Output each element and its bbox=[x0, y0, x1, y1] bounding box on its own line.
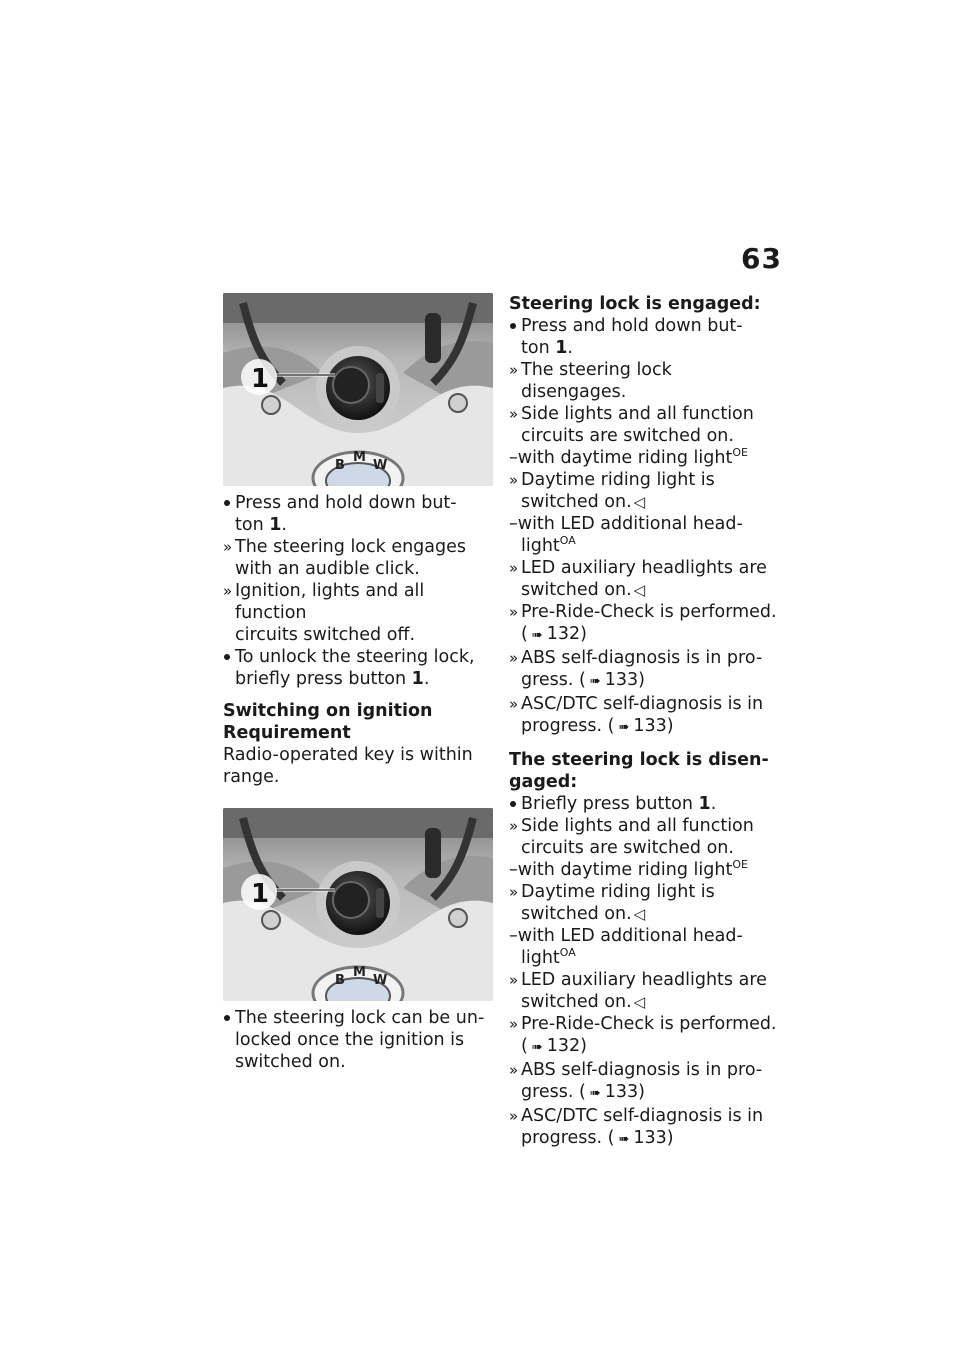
reference-arrow-icon: ➠ bbox=[531, 628, 543, 643]
list-item: » Side lights and all function circuits are switched on. bbox=[509, 404, 754, 446]
result-marker: » bbox=[223, 582, 233, 600]
reference-arrow-icon: ➠ bbox=[589, 674, 601, 689]
list-item: » The steering lock disengages. bbox=[509, 360, 672, 402]
result-marker: » bbox=[509, 971, 519, 989]
list-item: To unlock the steering lock, briefly press button 1. bbox=[235, 647, 475, 689]
requirement-text: Radio-operated key is within range. bbox=[223, 745, 473, 787]
instruction-list-disengaged bbox=[509, 793, 779, 1151]
list-item: » Side lights and all function circuits are switched on. bbox=[509, 816, 754, 858]
list-item: » Daytime riding light is switched on. ◁ bbox=[509, 470, 715, 512]
end-mark-icon: ◁ bbox=[633, 905, 646, 923]
condition-item: –with LED additional head- light$^{OA}$ bbox=[509, 514, 743, 556]
result-marker: » bbox=[509, 405, 519, 423]
section-heading: The steering lock is disen- gaged: bbox=[509, 750, 769, 792]
callout-number: 1 bbox=[251, 879, 270, 909]
logo-letter: M bbox=[353, 450, 366, 465]
figure-ignition-switch-2 bbox=[223, 808, 493, 1001]
logo-letter: B bbox=[335, 458, 345, 473]
logo-letter: W bbox=[373, 973, 388, 988]
list-item: » LED auxiliary headlights are switched on. ◁ bbox=[509, 558, 767, 600]
figure-ignition-switch-1 bbox=[223, 293, 493, 486]
end-mark-icon: ◁ bbox=[633, 493, 646, 511]
reference-arrow-icon: ➠ bbox=[618, 720, 630, 735]
list-item: » Pre-Ride-Check is performed. ( ➠ 132) bbox=[509, 601, 779, 647]
list-item: » ASC/DTC self-diagnosis is in progress. ( ➠ 133) bbox=[509, 693, 779, 739]
page-reference[interactable]: ( ➠ 132) bbox=[521, 624, 587, 644]
section-heading: Steering lock is engaged: bbox=[509, 294, 761, 314]
section-heading: Switching on ignition bbox=[223, 701, 433, 721]
list-item: » ABS self-diagnosis is in pro- gress. ( ➠ 133) bbox=[509, 1059, 779, 1105]
list-item: » ABS self-diagnosis is in pro- gress. ( ➠ 133) bbox=[509, 647, 779, 693]
left-column bbox=[223, 293, 493, 1073]
result-marker: » bbox=[509, 1107, 519, 1125]
logo-letter: B bbox=[335, 973, 345, 988]
list-item: Briefly press button 1. bbox=[521, 794, 717, 814]
result-marker: » bbox=[509, 1015, 519, 1033]
result-marker: » bbox=[509, 559, 519, 577]
list-item: Press and hold down but- ton 1. bbox=[235, 493, 457, 535]
result-marker: » bbox=[509, 603, 519, 621]
page-reference[interactable]: ( ➠ 132) bbox=[521, 1036, 587, 1056]
right-column bbox=[509, 293, 779, 1151]
end-mark-icon: ◁ bbox=[633, 993, 646, 1011]
logo-letter: M bbox=[353, 965, 366, 980]
list-item: » Pre-Ride-Check is performed. ( ➠ 132) bbox=[509, 1013, 779, 1059]
list-item: » Daytime riding light is switched on. ◁ bbox=[509, 882, 715, 924]
instruction-list-engaged bbox=[509, 315, 779, 739]
list-item: The steering lock can be un- locked once the ignition is switched on. bbox=[235, 1008, 485, 1072]
condition-item: –with daytime riding light$^{OE}$ bbox=[509, 858, 748, 880]
page-reference[interactable]: ( ➠ 133) bbox=[579, 1082, 645, 1102]
reference-arrow-icon: ➠ bbox=[589, 1086, 601, 1101]
result-marker: » bbox=[509, 649, 519, 667]
page-reference[interactable]: ( ➠ 133) bbox=[608, 716, 674, 736]
page-reference[interactable]: ( ➠ 133) bbox=[579, 670, 645, 690]
page-number: 63 bbox=[741, 242, 782, 275]
list-item: » LED auxiliary headlights are switched on. ◁ bbox=[509, 970, 767, 1012]
page-reference[interactable]: ( ➠ 133) bbox=[608, 1128, 674, 1148]
end-mark-icon: ◁ bbox=[633, 581, 646, 599]
result-marker: » bbox=[223, 538, 233, 556]
result-marker: » bbox=[509, 471, 519, 489]
result-marker: » bbox=[509, 361, 519, 379]
result-marker: » bbox=[509, 695, 519, 713]
list-item: Press and hold down but- ton 1. bbox=[521, 316, 743, 358]
subsection-heading: Requirement bbox=[223, 723, 351, 743]
condition-item: –with daytime riding light$^{OE}$ bbox=[509, 446, 748, 468]
list-item: » Ignition, lights and all function circuits switched off. bbox=[223, 581, 425, 645]
result-marker: » bbox=[509, 883, 519, 901]
list-item: » The steering lock engages with an audible click. bbox=[223, 537, 467, 579]
logo-letter: W bbox=[373, 458, 388, 473]
instruction-list-unlock bbox=[223, 1007, 493, 1073]
condition-item: –with LED additional head- light$^{OA}$ bbox=[509, 926, 743, 968]
result-marker: » bbox=[509, 1061, 519, 1079]
callout-number: 1 bbox=[251, 364, 270, 394]
instruction-list-lock bbox=[223, 492, 493, 690]
result-marker: » bbox=[509, 817, 519, 835]
reference-arrow-icon: ➠ bbox=[618, 1132, 630, 1147]
list-item: » ASC/DTC self-diagnosis is in progress. ( ➠ 133) bbox=[509, 1105, 779, 1151]
reference-arrow-icon: ➠ bbox=[531, 1040, 543, 1055]
